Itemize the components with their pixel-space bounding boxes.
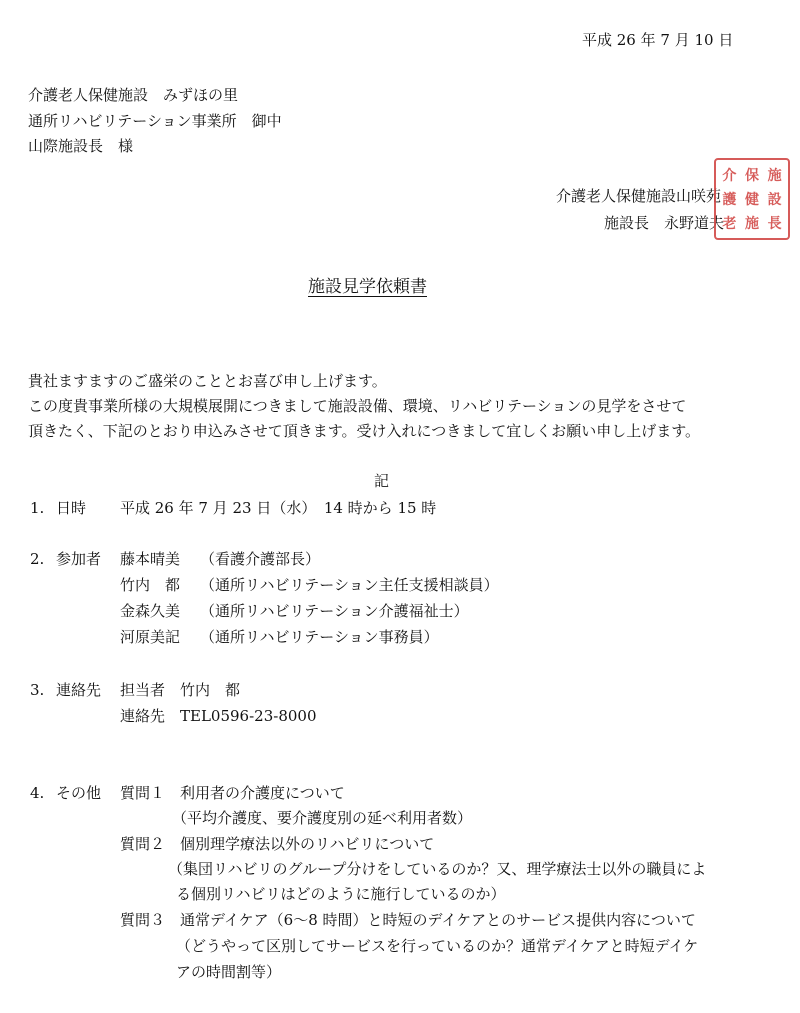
- document-title: 施設見学依頼書: [308, 277, 427, 297]
- question-3-text: 通常デイケア（6～8 時間）と時短のデイケアとのサービス提供内容について: [180, 911, 696, 929]
- recipient-facility: 介護老人保健施設 みずほの里: [28, 86, 239, 104]
- participant-name: 藤本晴美: [120, 550, 181, 568]
- contact-phone: 連絡先 TEL0596-23-8000: [120, 707, 317, 725]
- sender-organization: 介護老人保健施設山咲苑: [556, 187, 722, 205]
- question-2-note-line-2: る個別リハビリはどのように施行しているのか）: [176, 885, 506, 903]
- question-3-label: 質問３: [120, 911, 166, 929]
- question-2-label: 質問２: [120, 835, 166, 853]
- participant-role: （看護介護部長）: [200, 550, 321, 568]
- item-1-value: 平成 26 年 7 月 23 日（水） 14 時から 15 時: [120, 499, 437, 517]
- document-date: 平成 26 年 7 月 10 日: [582, 31, 734, 49]
- item-3-label: 連絡先: [56, 681, 102, 699]
- item-1-label: 日時: [56, 499, 87, 517]
- question-1-label: 質問１: [120, 784, 166, 802]
- participant-name: 竹内 都: [120, 576, 181, 594]
- body-line-2: 頂きたく、下記のとおり申込みさせて頂きます。受け入れにつきまして宜しくお願い申し上げます。: [28, 422, 701, 440]
- official-seal-stamp: 施 設 長 保 健 施 介 護 老: [714, 158, 790, 240]
- recipient-person: 山際施設長 様: [28, 137, 134, 155]
- greeting-line: 貴社ますますのご盛栄のこととお喜び申し上げます。: [28, 372, 387, 390]
- item-2-number: 2.: [30, 550, 45, 568]
- ki-marker: 記: [374, 472, 390, 490]
- item-1-number: 1.: [30, 499, 45, 517]
- item-4-label: その他: [56, 784, 102, 802]
- question-1-text: 利用者の介護度について: [180, 784, 345, 802]
- contact-person: 担当者 竹内 都: [120, 681, 241, 699]
- participant-name: 金森久美: [120, 602, 181, 620]
- participant-role: （通所リハビリテーション介護福祉士）: [200, 602, 469, 620]
- participant-role: （通所リハビリテーション主任支援相談員）: [200, 576, 499, 594]
- item-4-number: 4.: [30, 784, 45, 802]
- body-line-1: この度貴事業所様の大規模展開につきまして施設設備、環境、リハビリテーションの見学をさせて: [28, 397, 687, 415]
- item-2-label: 参加者: [56, 550, 102, 568]
- participant-name: 河原美記: [120, 628, 181, 646]
- recipient-department: 通所リハビリテーション事業所 御中: [28, 112, 282, 130]
- question-3-note-line-1: （どうやって区別してサービスを行っているのか？通常デイケアと時短デイケ: [176, 937, 699, 955]
- item-3-number: 3.: [30, 681, 45, 699]
- question-2-note-line-1: （集団リハビリのグループ分けをしているのか？又、理学療法士以外の職員によ: [168, 860, 707, 878]
- question-3-note-line-2: アの時間割等）: [176, 963, 282, 981]
- question-1-note: （平均介護度、要介護度別の延べ利用者数）: [172, 809, 473, 827]
- question-2-text: 個別理学療法以外のリハビリについて: [180, 835, 435, 853]
- sender-person: 施設長 永野道夫: [604, 214, 725, 232]
- participant-role: （通所リハビリテーション事務員）: [200, 628, 439, 646]
